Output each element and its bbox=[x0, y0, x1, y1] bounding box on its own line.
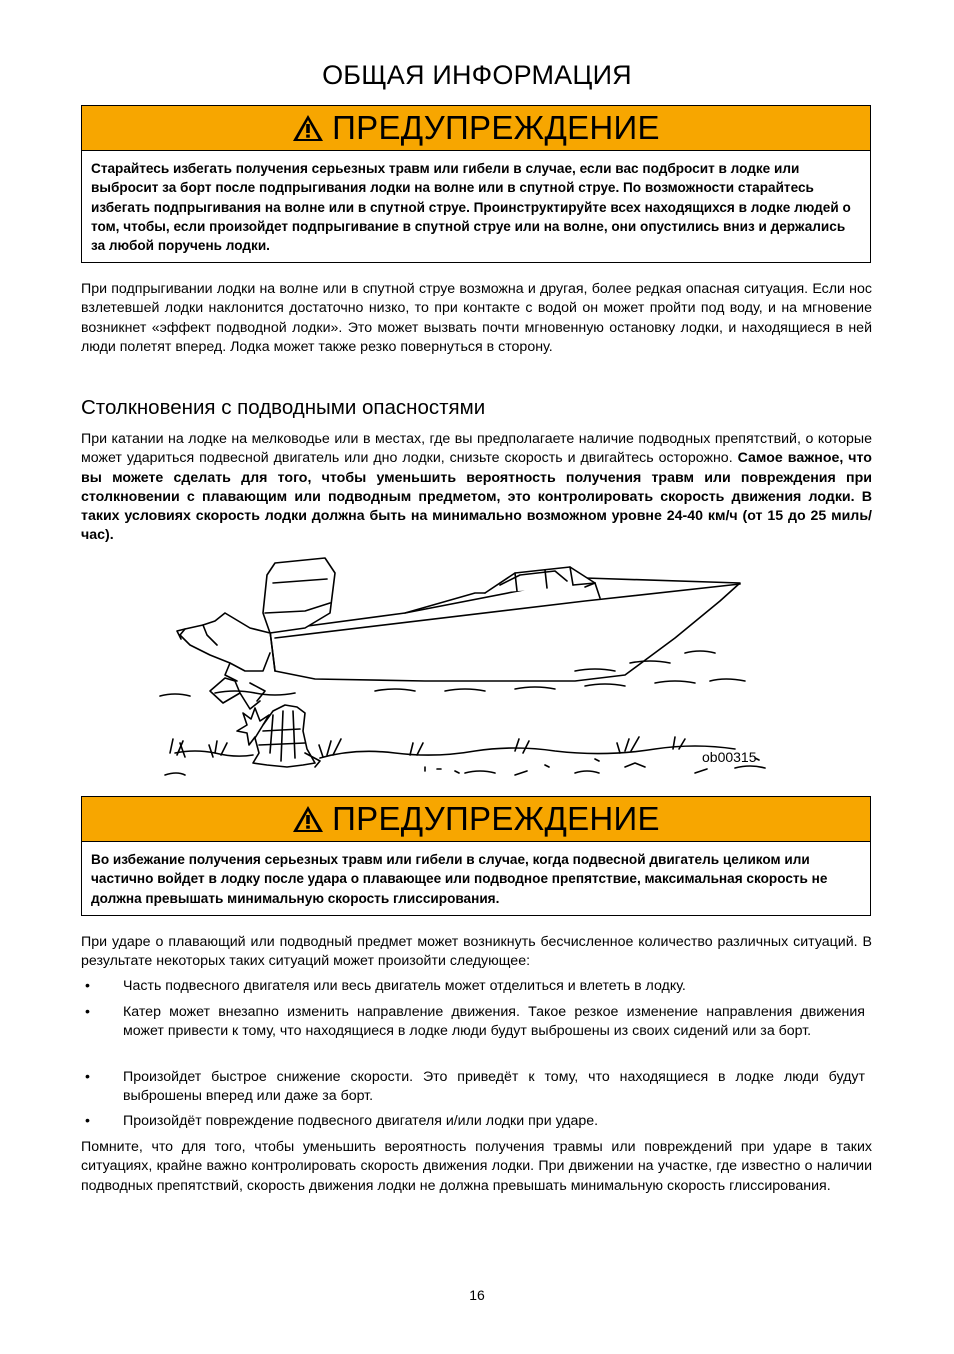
warning-header-2 bbox=[82, 797, 870, 842]
bullet-item bbox=[81, 1112, 872, 1131]
bullet-item bbox=[81, 1003, 872, 1042]
warning-header-1 bbox=[82, 106, 870, 151]
page-number: 16 bbox=[469, 1287, 485, 1303]
bullet-mark: • bbox=[85, 1004, 90, 1020]
warning-box-2 bbox=[81, 796, 871, 916]
bullet-mark: • bbox=[85, 978, 90, 994]
closing-paragraph: Помните, что для того, чтобы уменьшить вероятность получения травмы или повреждений при ударе в таких ситуациях, крайне важно контролировать скорость движения лодки. При движении на участке, где известно о наличии подводных препятствий, скорость движения лодки не должна превышать минимальную скорость глиссирования. bbox=[81, 1139, 872, 1194]
section-paragraph-bold: Самое важное, что вы можете сделать для того, чтобы уменьшить вероятность получения травм или повреждения при столкновении с плавающим или подводным предметом, это контролировать скорость движения лодки. В таких условиях скорость лодки должна быть на минимально возможном уровне 24-40 км/ч (от 15 до 25 миль/час). bbox=[81, 450, 872, 544]
warning-text-2: Во избежание получения серьезных травм или гибели в случае, когда подвесной двигатель целиком или частично войдет в лодку после удара о плавающее или подводное препятствие, максимальная скорость не должна превышать минимальную скорость глиссирования. bbox=[91, 852, 828, 906]
bullet-mark: • bbox=[85, 1069, 90, 1085]
boat-collision-illustration bbox=[155, 553, 795, 783]
warning-box-1 bbox=[81, 105, 871, 263]
section-paragraph bbox=[81, 430, 872, 546]
bullet-text: Катер может внезапно изменить направление движения. Такое резкое изменение направления движения может привести к тому, что находящиеся в лодке люди будут выброшены из своих сидений или за борт. bbox=[123, 1004, 865, 1040]
page-title: ОБЩАЯ ИНФОРМАЦИЯ bbox=[322, 60, 632, 90]
bullet-text: Произойдет быстрое снижение скорости. Это приведёт к тому, что находящиеся в лодке люди будут выброшены вперед или даже за борт. bbox=[123, 1069, 865, 1105]
impact-paragraph: При ударе о плавающий или подводный предмет может возникнуть бесчисленное количество различных ситуаций. В результате некоторых таких ситуаций может произойти следующее: bbox=[81, 934, 872, 970]
figure-label: ob00315 bbox=[702, 749, 757, 765]
section-paragraph-normal: При катании на лодке на мелководье или в местах, где вы предполагаете наличие подводных препятствий, о которые может удариться подвесной двигатель или дно лодки, снизьте скорость и двигайтесь осторожно. bbox=[81, 431, 872, 467]
bullet-item bbox=[81, 977, 872, 996]
section-heading: Столкновения с подводными опасностями bbox=[81, 396, 486, 419]
intro-paragraph: При подпрыгивании лодки на волне или в спутной струе возможна и другая, более редкая опасная ситуация. Если нос взлетевшей лодки наклонится достаточно низко, то при контакте с водой он может пройти под воду, и на мгновение возникнет «эффект подводной лодки». Это может вызвать почти мгновенную остановку лодки, и находящиеся в ней люди полетят вперед. Лодка может также резко повернуться в сторону. bbox=[81, 281, 872, 355]
bullet-item bbox=[81, 1068, 872, 1107]
warning-title-2: ПРЕДУПРЕЖДЕНИЕ bbox=[332, 800, 660, 837]
bullet-text: Произойдёт повреждение подвесного двигателя и/или лодки при ударе. bbox=[123, 1113, 599, 1129]
warning-triangle-icon bbox=[292, 805, 324, 833]
bullet-mark: • bbox=[85, 1113, 90, 1129]
warning-title-1: ПРЕДУПРЕЖДЕНИЕ bbox=[332, 109, 660, 146]
warning-triangle-icon bbox=[292, 114, 324, 142]
bullet-text: Часть подвесного двигателя или весь двигатель может отделиться и влететь в лодку. bbox=[123, 978, 686, 994]
warning-text-1: Старайтесь избегать получения серьезных травм или гибели в случае, если вас подбросит в лодке или выбросит за борт после подпрыгивания лодки на волне или в спутной струе. По возможности старайтесь избегать подпрыгивания на волне или в спутной струе. Проинструктируйте всех находящихся в лодке людей о том, чтобы, если произойдет подпрыгивание в спутной струе или на волне, они опустились вниз и держались за любой поручень лодки. bbox=[91, 161, 851, 254]
